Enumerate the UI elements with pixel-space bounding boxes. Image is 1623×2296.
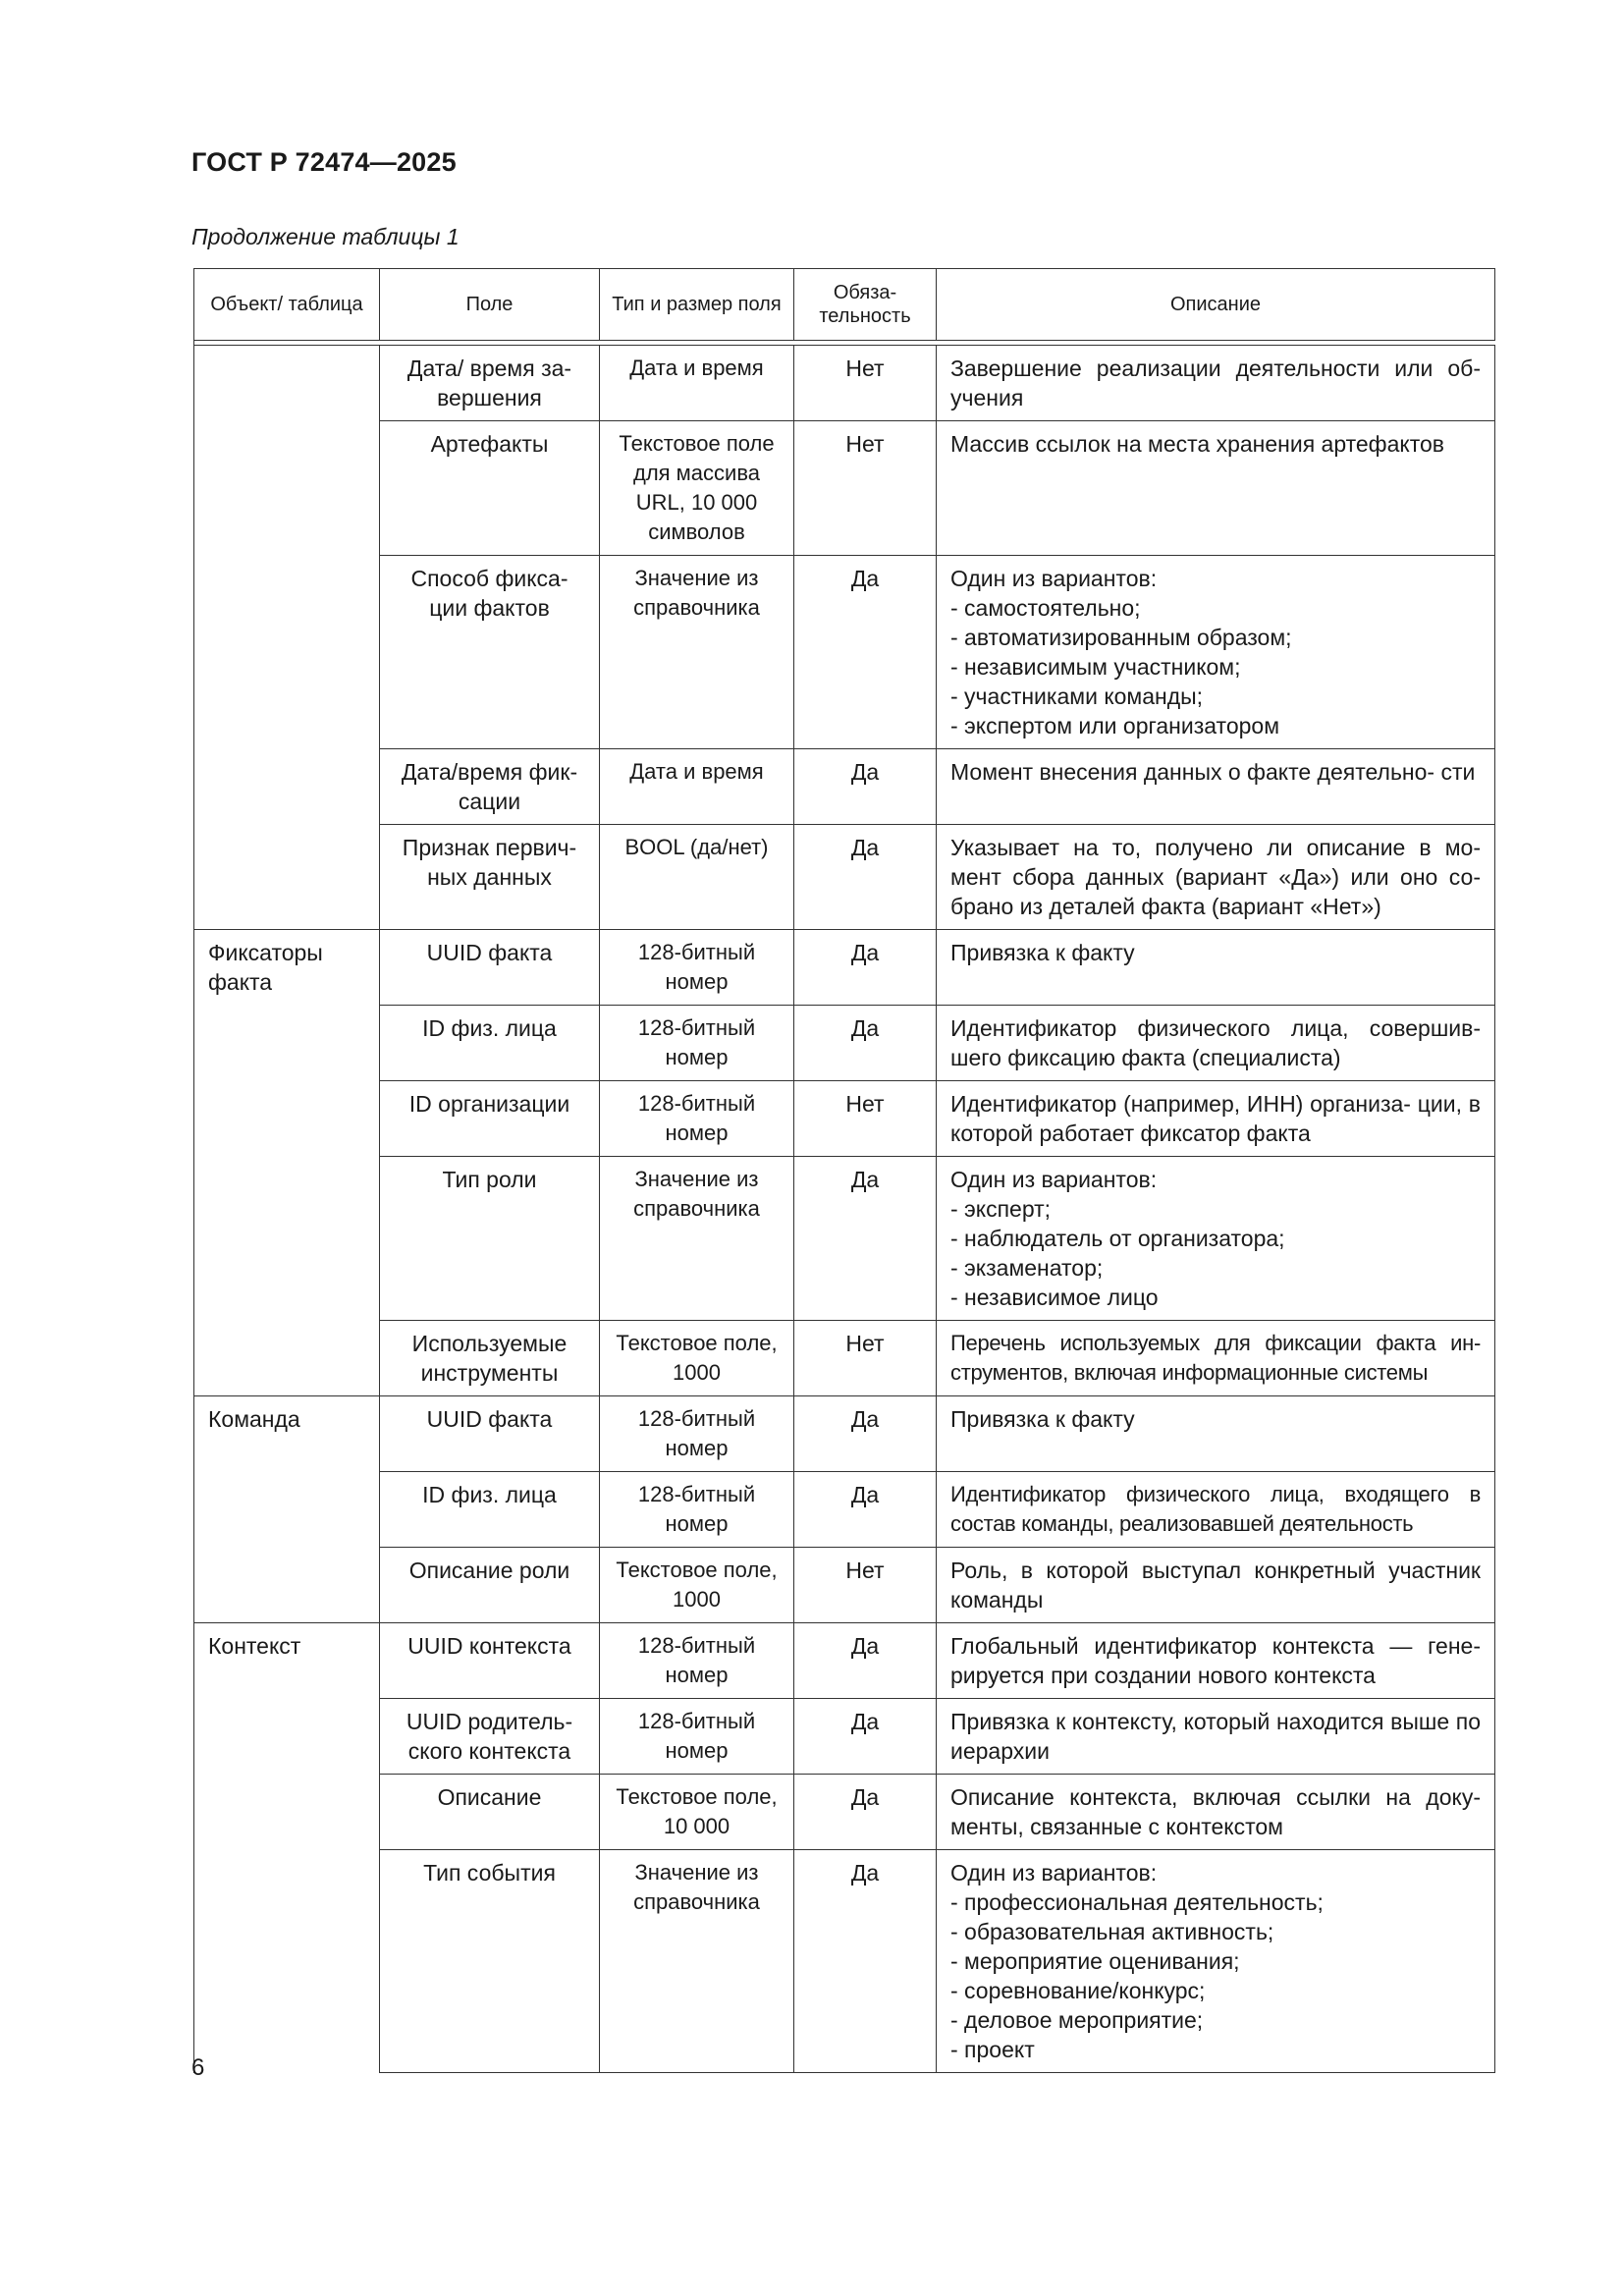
header-type: Тип и размер поля	[600, 269, 794, 341]
description-line: Идентификатор физического лица, совершив- шего фиксацию факта (специалиста)	[950, 1015, 1481, 1070]
cell-required: Да	[794, 825, 937, 930]
description-line: Один из вариантов:	[950, 1860, 1158, 1886]
table-container	[193, 268, 1495, 2073]
cell-field: Описание роли	[380, 1548, 600, 1623]
table-row	[194, 1081, 1495, 1157]
description-line: Завершение реализации деятельности или об- учения	[950, 355, 1481, 410]
cell-field: Описание	[380, 1775, 600, 1850]
description-line: - мероприятие оценивания;	[950, 1948, 1240, 1974]
cell-field: UUID факта	[380, 930, 600, 1006]
table-row	[194, 1850, 1495, 2073]
cell-field: ID физ. лица	[380, 1006, 600, 1081]
description-line: Привязка к факту	[950, 940, 1135, 965]
cell-type: Текстовое поле для массива URL, 10 000 символов	[600, 421, 794, 556]
cell-field: Тип события	[380, 1850, 600, 2073]
cell-required: Да	[794, 1623, 937, 1699]
cell-type: 128-битный номер	[600, 1006, 794, 1081]
cell-type: Значение из справочника	[600, 1157, 794, 1321]
cell-field: Артефакты	[380, 421, 600, 556]
table-row	[194, 1699, 1495, 1775]
cell-required: Да	[794, 1699, 937, 1775]
description-line: Идентификатор (например, ИНН) организа- ции, в которой работает фиксатор факта	[950, 1091, 1481, 1146]
table-caption: Продолжение таблицы 1	[191, 224, 460, 249]
cell-type: Дата и время	[600, 346, 794, 421]
description-line: Идентификатор физического лица, входящего в состав команды, реализовавшей деятельность	[950, 1482, 1481, 1536]
cell-description	[937, 749, 1495, 825]
cell-object	[194, 346, 380, 930]
description-line: - участниками команды;	[950, 683, 1204, 709]
cell-required: Да	[794, 1775, 937, 1850]
description-line: Массив ссылок на места хранения артефактов	[950, 431, 1445, 457]
cell-required: Да	[794, 1157, 937, 1321]
cell-description	[937, 1396, 1495, 1472]
table-row	[194, 1157, 1495, 1321]
table-row	[194, 421, 1495, 556]
cell-description	[937, 930, 1495, 1006]
cell-description	[937, 1775, 1495, 1850]
cell-required: Да	[794, 556, 937, 749]
cell-description	[937, 1157, 1495, 1321]
table-row	[194, 1006, 1495, 1081]
cell-type: 128-битный номер	[600, 1396, 794, 1472]
description-line: - автоматизированным образом;	[950, 625, 1292, 650]
description-line: - образовательная активность;	[950, 1919, 1274, 1944]
cell-description	[937, 825, 1495, 930]
cell-required: Да	[794, 1396, 937, 1472]
cell-required: Нет	[794, 346, 937, 421]
cell-required: Да	[794, 1006, 937, 1081]
header-description: Описание	[937, 269, 1495, 341]
cell-description	[937, 346, 1495, 421]
cell-field: Признак первич- ных данных	[380, 825, 600, 930]
description-line: - независимым участником;	[950, 654, 1241, 680]
cell-field: ID физ. лица	[380, 1472, 600, 1548]
description-line: Один из вариантов:	[950, 1167, 1158, 1192]
cell-field: Дата/время фик- сации	[380, 749, 600, 825]
description-line: Момент внесения данных о факте деятельно- сти	[950, 759, 1476, 785]
header-field: Поле	[380, 269, 600, 341]
cell-required: Нет	[794, 1081, 937, 1157]
table-row	[194, 930, 1495, 1006]
table-row	[194, 556, 1495, 749]
cell-description	[937, 1850, 1495, 2073]
table-row	[194, 1321, 1495, 1396]
cell-type: 128-битный номер	[600, 1472, 794, 1548]
cell-field: Используемые инструменты	[380, 1321, 600, 1396]
cell-field: Тип роли	[380, 1157, 600, 1321]
page-number: 6	[191, 2054, 205, 2081]
table-row	[194, 825, 1495, 930]
cell-description	[937, 1699, 1495, 1775]
description-line: Указывает на то, получено ли описание в мо- мент сбора данных (вариант «Да») или оно со- брано из деталей факта (вариант «Нет»)	[950, 835, 1481, 919]
description-line: - деловое мероприятие;	[950, 2007, 1204, 2033]
cell-type: BOOL (да/нет)	[600, 825, 794, 930]
cell-required: Да	[794, 930, 937, 1006]
cell-type: Дата и время	[600, 749, 794, 825]
table-row	[194, 1472, 1495, 1548]
table-row	[194, 346, 1495, 421]
cell-required: Да	[794, 1472, 937, 1548]
cell-type: Текстовое поле, 1000	[600, 1321, 794, 1396]
table-body	[194, 346, 1495, 2073]
cell-description	[937, 1472, 1495, 1548]
table-row	[194, 1396, 1495, 1472]
cell-field: UUID родитель- ского контекста	[380, 1699, 600, 1775]
description-line: Привязка к контексту, который находится выше по иерархии	[950, 1709, 1481, 1764]
cell-description	[937, 1006, 1495, 1081]
table-row	[194, 1775, 1495, 1850]
data-table	[193, 268, 1495, 2073]
table-row	[194, 1548, 1495, 1623]
cell-type: 128-битный номер	[600, 1623, 794, 1699]
cell-required: Да	[794, 749, 937, 825]
cell-type: Текстовое поле, 10 000	[600, 1775, 794, 1850]
cell-description	[937, 1623, 1495, 1699]
cell-type: 128-битный номер	[600, 930, 794, 1006]
description-line: Привязка к факту	[950, 1406, 1135, 1432]
cell-type: 128-битный номер	[600, 1081, 794, 1157]
description-line: Глобальный идентификатор контекста — гене- рируется при создании нового контекста	[950, 1633, 1481, 1688]
cell-type: Текстовое поле, 1000	[600, 1548, 794, 1623]
description-line: - проект	[950, 2037, 1035, 2062]
cell-description	[937, 1548, 1495, 1623]
header-object: Объект/ таблица	[194, 269, 380, 341]
cell-type: Значение из справочника	[600, 1850, 794, 2073]
description-line: - экзаменатор;	[950, 1255, 1104, 1281]
cell-description	[937, 421, 1495, 556]
cell-required: Нет	[794, 421, 937, 556]
cell-required: Нет	[794, 1548, 937, 1623]
cell-type: Значение из справочника	[600, 556, 794, 749]
description-line: - соревнование/конкурс;	[950, 1978, 1206, 2003]
cell-field: UUID контекста	[380, 1623, 600, 1699]
cell-type: 128-битный номер	[600, 1699, 794, 1775]
description-line: Описание контекста, включая ссылки на доку- менты, связанные с контекстом	[950, 1784, 1481, 1839]
cell-description	[937, 1321, 1495, 1396]
cell-description	[937, 1081, 1495, 1157]
description-line: - эксперт;	[950, 1196, 1052, 1222]
cell-field: Дата/ время за- вершения	[380, 346, 600, 421]
document-header: ГОСТ Р 72474—2025	[191, 147, 457, 177]
cell-required: Нет	[794, 1321, 937, 1396]
cell-object: Контекст	[194, 1623, 380, 2073]
description-line: - профессиональная деятельность;	[950, 1889, 1324, 1915]
cell-object: Фиксаторы факта	[194, 930, 380, 1396]
description-line: Роль, в которой выступал конкретный участник команды	[950, 1558, 1481, 1613]
description-line: Один из вариантов:	[950, 566, 1158, 591]
cell-field: UUID факта	[380, 1396, 600, 1472]
description-line: - независимое лицо	[950, 1285, 1159, 1310]
cell-object: Команда	[194, 1396, 380, 1623]
description-line: - экспертом или организатором	[950, 713, 1280, 738]
table-row	[194, 749, 1495, 825]
table-row	[194, 1623, 1495, 1699]
cell-description	[937, 556, 1495, 749]
cell-required: Да	[794, 1850, 937, 2073]
description-line: Перечень используемых для фиксации факта ин- струментов, включая информационные системы	[950, 1331, 1481, 1385]
cell-field: ID организации	[380, 1081, 600, 1157]
description-line: - наблюдатель от организатора;	[950, 1226, 1285, 1251]
table-header	[194, 269, 1495, 346]
cell-field: Способ фикса- ции фактов	[380, 556, 600, 749]
description-line: - самостоятельно;	[950, 595, 1141, 621]
header-required: Обяза- тельность	[794, 269, 937, 341]
